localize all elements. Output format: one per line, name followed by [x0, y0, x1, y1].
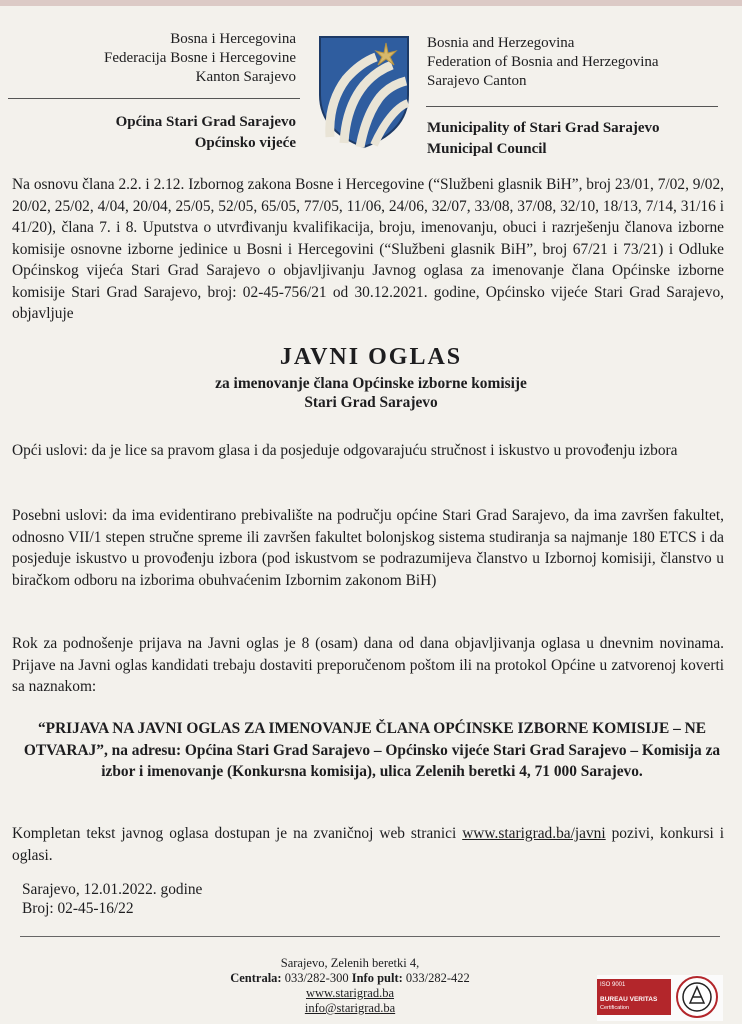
- special-conditions: Posebni uslovi: da ima evidentirano prebivalište na području općine Stari Grad Sarajevo, da ima završen fakultet, odnosno VII/1 stepen stručne spreme ili završen fakultet bolonjskog sistema studiranja sa najmanje 180 ETCS i da posjeduje iskustvo u provođenju izbora (pod iskustvom se podrazumijeva članstvo u Izbornoj komisiji, članstvo u biračkom odboru na izborima obuhvaćenim Izbornim zakonom BiH): [12, 507, 724, 589]
- coat-of-arms-icon: [316, 33, 412, 151]
- general-conditions: Opći uslovi: da je lice sa pravom glasa i da posjeduje odgovarajuću stručnost i iskustvo u provođenju izbora: [12, 442, 678, 459]
- full-text-paragraph: [12, 823, 724, 866]
- footer: [210, 956, 490, 1016]
- municipality-name-en: Municipality of Stari Grad Sarajevo: [427, 120, 660, 136]
- header-left-line: Bosna i Hercegovina: [170, 31, 296, 47]
- number-line: Broj: 02-45-16/22: [22, 900, 134, 917]
- header-divider-right: [426, 106, 718, 107]
- header-right-line: Bosnia and Herzegovina: [427, 35, 575, 51]
- subtitle-line: za imenovanje člana Općinske izborne komisije: [215, 375, 527, 392]
- municipality-left: [12, 112, 296, 154]
- cert-standard: ISO 9001: [600, 982, 626, 988]
- envelope-note: “PRIJAVA NA JAVNI OGLAS ZA IMENOVANJE ČLANA OPĆINSKE IZBORNE KOMISIJE – NE OTVARAJ”, na adresu: Općina Stari Grad Sarajevo – Općinsko vijeće Stari Grad Sarajevo – Komisija za izbor i imenovanje (Konkursna komisija), ulica Zelenih beretki 4, 71 000 Sarajevo.: [23, 720, 721, 780]
- footer-phones: [210, 971, 490, 986]
- deadline-paragraph: Rok za podnošenje prijava na Javni oglas je 8 (osam) dana od dana objavljivanja oglasa u dnevnim novinama. Prijave na Javni oglas kandidati trebaju dostaviti preporučenom poštom ili na protokol Općine u zatvorenoj koverti sa naznakom:: [12, 635, 724, 695]
- cert-sub: Certification: [600, 1005, 630, 1011]
- header-left: [12, 30, 296, 87]
- header-right-line: Federation of Bosnia and Herzegovina: [427, 54, 659, 70]
- date-line: Sarajevo, 12.01.2022. godine: [22, 881, 203, 898]
- header-left-line: Kanton Sarajevo: [195, 69, 296, 85]
- top-border: [0, 0, 742, 6]
- bureau-veritas-seal-icon: [675, 975, 719, 1019]
- full-text-before: Kompletan tekst javnog oglasa dostupan je na zvaničnoj web stranici: [12, 825, 463, 842]
- full-text-after: pozivi, konkursi i oglasi.: [12, 825, 724, 864]
- info-value: 033/282-422: [402, 971, 470, 985]
- notice-title: JAVNI OGLAS: [279, 344, 463, 370]
- info-label: Info pult:: [351, 971, 403, 985]
- subtitle-line: Stari Grad Sarajevo: [304, 394, 438, 411]
- header-divider-left: [8, 98, 300, 99]
- header-left-line: Federacija Bosne i Hercegovine: [103, 50, 296, 66]
- certification-label: [597, 979, 671, 1015]
- cert-org: BUREAU VERITAS: [600, 996, 658, 1003]
- header-right: [427, 34, 737, 91]
- notice-subtitle: [0, 374, 742, 412]
- intro-paragraph: Na osnovu člana 2.2. i 2.12. Izbornog zakona Bosne i Hercegovine (“Službeni glasnik BiH”, broj 23/01, 7/02, 9/02, 20/02, 25/02, 4/04, 20/04, 25/05, 52/05, 65/05, 77/05, 11/06, 24/06, 32/07, 33/08, 37/08, 32/10, 18/13, 7/14, 31/16 i 41/20), člana 7. i 8. Uputstva o utvrđivanju kvalifikacija, broju, imenovanju, obuci i razrješenju članova izborne komisije osnovne izborne jedinice u Bosni i Hercegovini (“Službeni glasnik BiH”, broj 67/21 i 73/21) i Odluke Općinskog vijeća Stari Grad Sarajevo o objavljivanju Javnog oglasa za imenovanje člana Općinske izborne komisije Stari Grad Sarajevo, broj: 02-45-756/21 od 30.12.2021. godine, Općinsko vijeće Stari Grad Sarajevo, objavljuje: [12, 176, 724, 322]
- date-block: [22, 880, 202, 918]
- centrala-label: Centrala:: [230, 971, 282, 985]
- footer-divider: [20, 936, 720, 937]
- footer-email[interactable]: info@starigrad.ba: [304, 1001, 396, 1015]
- council-name-en: Municipal Council: [427, 141, 547, 157]
- centrala-value: 033/282-300: [281, 971, 352, 985]
- footer-address: Sarajevo, Zelenih beretki 4,: [280, 956, 420, 970]
- header-right-line: Sarajevo Canton: [427, 73, 527, 89]
- municipality-name-bs: Općina Stari Grad Sarajevo: [115, 114, 296, 130]
- certification-badge: [597, 975, 723, 1021]
- website-link[interactable]: www.starigrad.ba/javni: [462, 825, 606, 842]
- footer-website[interactable]: www.starigrad.ba: [305, 986, 395, 1000]
- council-name-bs: Općinsko vijeće: [194, 135, 296, 151]
- municipality-right: [427, 118, 737, 160]
